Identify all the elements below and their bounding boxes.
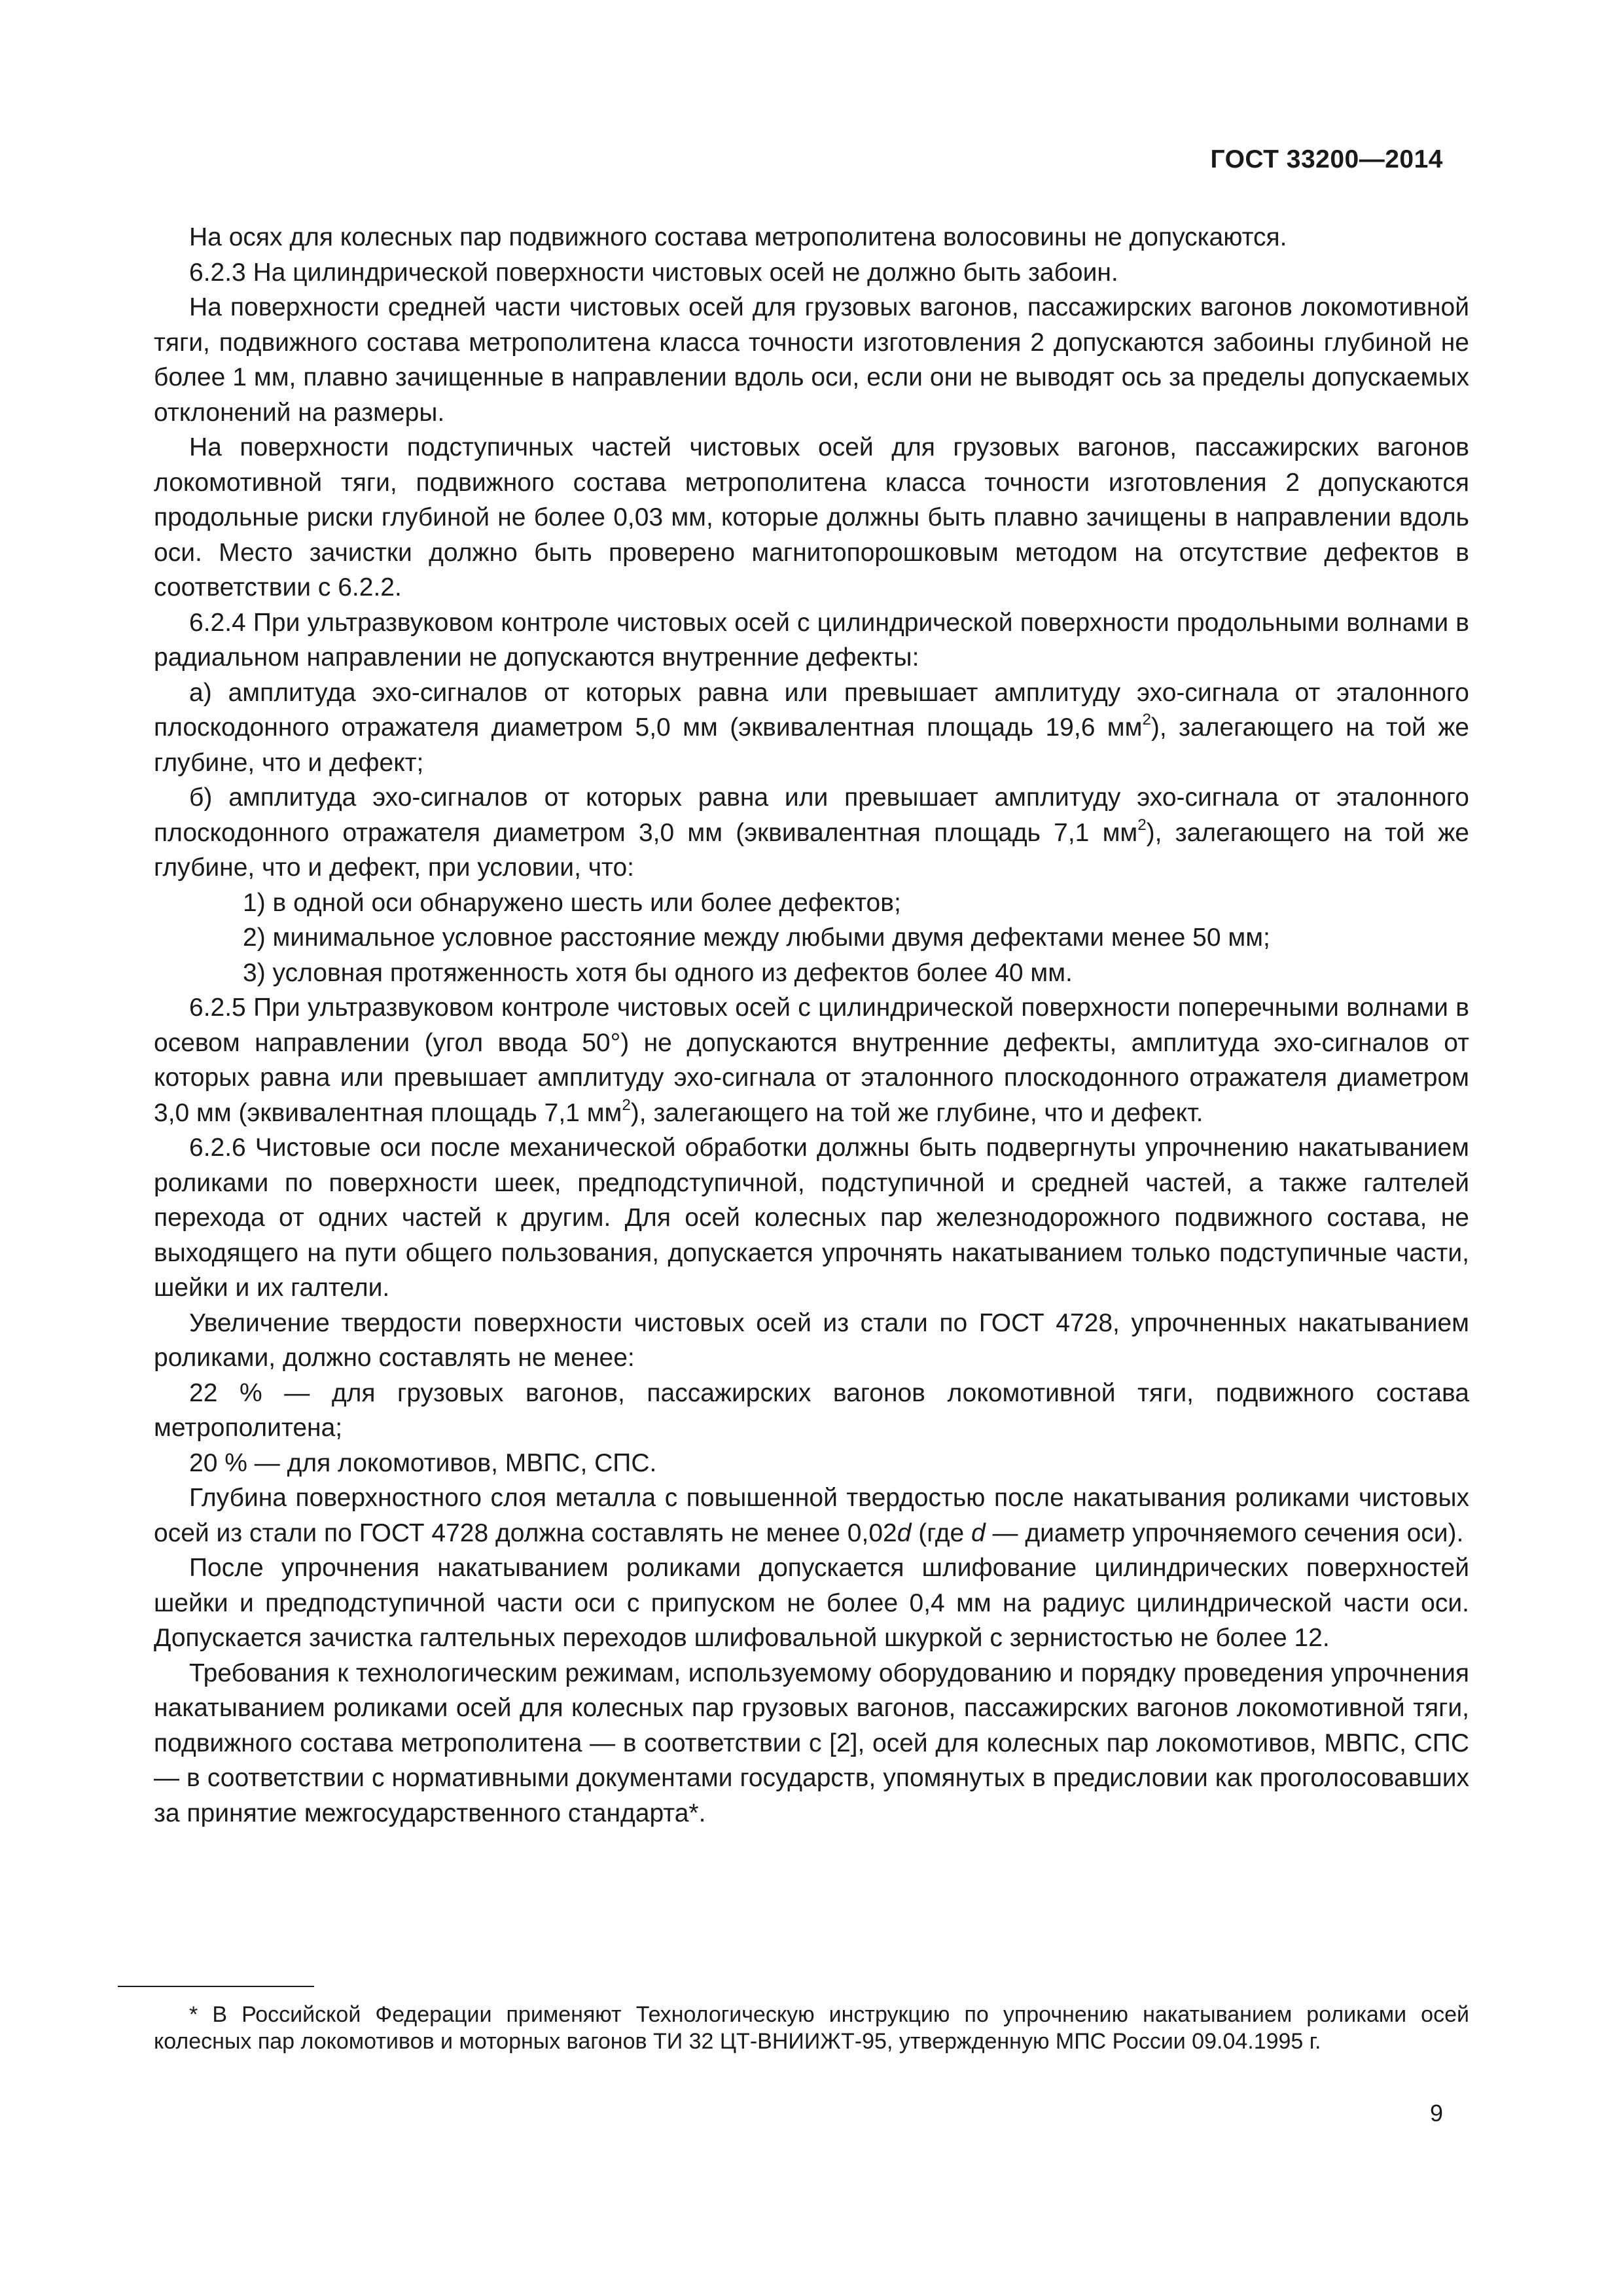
paragraph: 20 % — для локомотивов, МВПС, СПС. [189, 1448, 657, 1477]
clause-6-2-3: 6.2.3 На цилиндрической поверхности чистовых осей не должно быть забоин. [189, 258, 1118, 287]
clause-6-2-5: 6.2.5 При ультразвуковом контроле чистовых осей с цилиндрической поверхности поперечными волнами в осевом направлении (угол ввода 50°) не допускаются внутренние дефекты, амплитуда эхо-сигналов от которых равна или превышает амплитуду эхо-сигнала от эталонного плоскодонного отражателя диаметром 3,0 мм (эквивалентная площадь 7,1 $мм^2$), залегающего на той же глубине, что и дефект. [154, 994, 1469, 1127]
clause-6-2-4: 6.2.4 При ультразвуковом контроле чистовых осей с цилиндрической поверхности продольными волнами в радиальном направлении не допускаются внутренние дефекты: [154, 608, 1469, 672]
paragraph: Глубина поверхностного слоя металла с повышенной твердостью после накатывания роликами чистовых осей из стали по ГОСТ 4728 должна составлять не менее 0,02d (где d — диаметр упрочняемого сечения оси). [154, 1484, 1469, 1547]
paragraph: На поверхности подступичных частей чистовых осей для грузовых вагонов, пассажирских вагонов локомотивной тяги, подвижного состава метрополитена класса точности изготовления 2 допускаются продольные риски глубиной не более 0,03 мм, которые должны быть плавно зачищены в направлении вдоль оси. Место зачистки должно быть проверено магнитопорошковым методом на отсутствие дефектов в соответствии с 6.2.2. [154, 433, 1469, 601]
clause-6-2-6: 6.2.6 Чистовые оси после механической обработки должны быть подвергнуты упрочнению накатыванием роликами по поверхности шеек, предподступичной, подступичной и средней частей, а также галтелей перехода от одних частей к другим. Для осей колесных пар железнодорожного подвижного состава, не выходящего на пути общего пользования, допускается упрочнять накатыванием только подступичные части, шейки и их галтели. [154, 1134, 1469, 1302]
paragraph: Увеличение твердости поверхности чистовых осей из стали по ГОСТ 4728, упрочненных накатыванием роликами, должно составлять не менее: [154, 1308, 1469, 1372]
list-item: 1) в одной оси обнаружено шесть или более дефектов; [243, 888, 901, 917]
document-header: ГОСТ 33200—2014 [1210, 145, 1443, 173]
page-number: 9 [1429, 2100, 1443, 2126]
paragraph: Требования к технологическим режимам, используемому оборудованию и порядку проведения упрочнения накатыванием роликами осей для колесных пар грузовых вагонов, пассажирских вагонов локомотивной тяги, подвижного состава метрополитена — в соответствии с [2], осей для колесных пар локомотивов, МВПС, СПС — в соответствии с нормативными документами государств, упомянутых в предисловии как проголосовавших за принятие межгосударственного стандарта*. [154, 1659, 1469, 1827]
paragraph: 22 % — для грузовых вагонов, пассажирских вагонов локомотивной тяги, подвижного состава метрополитена; [154, 1378, 1469, 1442]
footnote-separator [118, 1986, 314, 1987]
list-item: 3) условная протяженность хотя бы одного из дефектов более 40 мм. [243, 958, 1073, 987]
subclause-a: а) амплитуда эхо-сигналов от которых равна или превышает амплитуду эхо-сигнала от эталонного плоскодонного отражателя диаметром 5,0 мм (эквивалентная площадь 19,6 $мм^2$), залегающего на той же глубине, что и дефект; [154, 678, 1469, 777]
footnote: * В Российской Федерации применяют Технологическую инструкцию по упрочнению накатыванием роликами осей колесных пар локомотивов и моторных вагонов ТИ 32 ЦТ-ВНИИЖТ-95, утвержденную МПС России 09.04.1995 г. [154, 2002, 1469, 2054]
paragraph: На поверхности средней части чистовых осей для грузовых вагонов, пассажирских вагонов локомотивной тяги, подвижного состава метрополитена класса точности изготовления 2 допускаются забоины глубиной не более 1 мм, плавно зачищенные в направлении вдоль оси, если они не выводят ось за пределы допускаемых отклонений на размеры. [154, 293, 1469, 427]
subclause-b: б) амплитуда эхо-сигналов от которых равна или превышает амплитуду эхо-сигнала от эталонного плоскодонного отражателя диаметром 3,0 мм (эквивалентная площадь 7,1 $мм^2$), залегающего на той же глубине, что и дефект, при условии, что: [154, 783, 1469, 882]
paragraph: На осях для колесных пар подвижного состава метрополитена волосовины не допускаются. [189, 223, 1287, 251]
document-body [154, 220, 1469, 1831]
paragraph: После упрочнения накатыванием роликами допускается шлифование цилиндрических поверхностей шейки и предподступичной части оси с припуском не более 0,4 мм на радиус цилиндрической части оси. Допускается зачистка галтельных переходов шлифовальной шкуркой с зернистостью не более 12. [154, 1554, 1469, 1652]
list-item: 2) минимальное условное расстояние между любыми двумя дефектами менее 50 мм; [243, 924, 1270, 952]
